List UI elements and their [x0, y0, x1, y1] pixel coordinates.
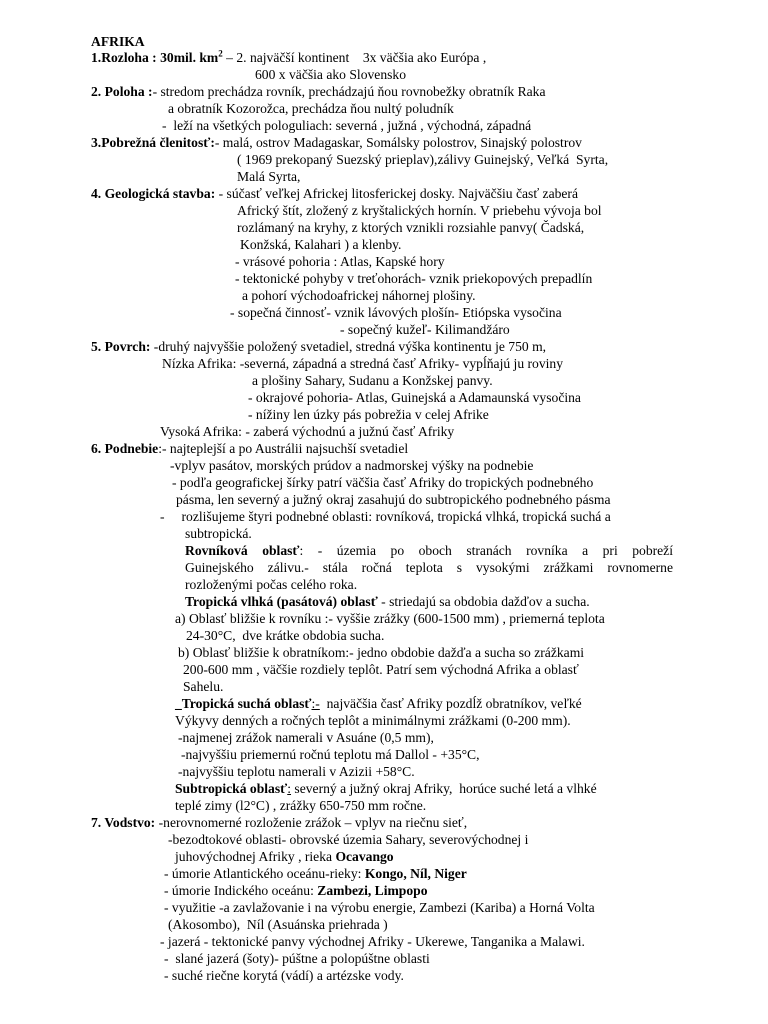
- text-line: - okrajové pohoria- Atlas, Guinejská a Adamaunská vysočina: [248, 390, 581, 405]
- text-line: - tektonické pohyby v treťohorách- vznik priekopových prepadlín: [235, 271, 593, 286]
- text-line: a pohorí východoafrickej náhornej plošiny.: [242, 288, 476, 303]
- text-line: 600 x väčšia ako Slovensko: [255, 67, 407, 82]
- text-line: 2. Poloha :- stredom prechádza rovník, prechádzajú ňou rovnobežky obratník Raka: [91, 84, 546, 99]
- text-line: Vysoká Afrika: - zaberá východnú a južnú časť Afriky: [160, 424, 455, 439]
- text-line: - leží na všetkých pologuliach: severná , južná , východná, západná: [162, 118, 532, 133]
- text-line: a) Oblasť bližšie k rovníku :- vyššie zrážky (600-1500 mm) , priemerná teplota: [175, 611, 605, 626]
- text-line: - podľa geografickej šírky patrí väčšia časť Afriky do tropických podnebného: [172, 475, 594, 490]
- text-line: Nízka Afrika: -severná, západná a stredná časť Afriky- vypĺňajú ju roviny: [162, 356, 564, 371]
- text-line: 5. Povrch: -druhý najvyššie položený svetadiel, stredná výška kontinentu je 750 m,: [91, 339, 547, 354]
- text-line: - úmorie Indického oceánu: Zambezi, Limpopo: [164, 883, 428, 898]
- text-line: -najmenej zrážok namerali v Asuáne (0,5 mm),: [178, 730, 434, 745]
- text-line: Subtropická oblasť: severný a južný okraj Afriky, horúce suché letá a vlhké: [175, 781, 597, 796]
- text-line: Konžská, Kalahari ) a klenby.: [240, 237, 402, 252]
- text-line: - jazerá - tektonické panvy východnej Afriky - Ukerewe, Tanganika a Malawi.: [160, 934, 585, 949]
- text-line: - vrásové pohoria : Atlas, Kapské hory: [235, 254, 445, 269]
- text-line: -bezodtokové oblasti- obrovské územia Sahary, severovýchodnej i: [168, 832, 529, 847]
- text-line: - sopečná činnosť- vznik lávových plošín- Etiópska vysočina: [230, 305, 562, 320]
- text-line: - úmorie Atlantického oceánu-rieky: Kongo, Níl, Niger: [164, 866, 467, 881]
- text-line: -najvyššiu teplotu namerali v Azizii +58°C.: [178, 764, 415, 779]
- text-line: - nížiny len úzky pás pobrežia v celej Afrike: [248, 407, 489, 422]
- text-line: - rozlišujeme štyri podnebné oblasti: rovníková, tropická vlhká, tropická suchá a: [160, 509, 611, 524]
- text-line: -najvyššiu priemernú ročnú teplotu má Dallol - +35°C,: [181, 747, 480, 762]
- text-line: rozlámaný na kryhy, z ktorých vznikli rozsiahle panvy( Čadská,: [237, 220, 585, 235]
- text-line: Guinejského zálivu.- stála ročná teplota s vysokými zrážkami rovnomerne: [185, 560, 673, 575]
- text-line: Sahelu.: [183, 679, 224, 694]
- text-line: 7. Vodstvo: -nerovnomerné rozloženie zrážok – vplyv na riečnu sieť,: [91, 815, 468, 830]
- text-line: a plošiny Sahary, Sudanu a Konžskej panvy.: [252, 373, 493, 388]
- text-line: Africký štít, zložený z kryštalických hornín. V priebehu vývoja bol: [237, 203, 602, 218]
- text-line: - využitie -a zavlažovanie i na výrobu energie, Zambezi (Kariba) a Horná Volta: [164, 900, 595, 915]
- text-line: (Akosombo), Níl (Asuánska priehrada ): [168, 917, 388, 932]
- text-line: juhovýchodnej Afriky , rieka Ocavango: [175, 849, 394, 864]
- text-line: _Tropická suchá oblasť:- najväčšia časť Afriky pozdĺž obratníkov, veľké: [175, 696, 582, 711]
- text-line: 6. Podnebie:- najteplejší a po Austrálii najsuchší svetadiel: [91, 441, 409, 456]
- text-line: 4. Geologická stavba: - súčasť veľkej Africkej litosferickej dosky. Najväčšiu časť zaberá: [91, 186, 578, 201]
- text-line: teplé zimy (l2°C) , zrážky 650-750 mm ročne.: [175, 798, 427, 813]
- text-line: ( 1969 prekopaný Suezský prieplav),zálivy Guinejský, Veľká Syrta,: [237, 152, 609, 167]
- text-line: pásma, len severný a južný okraj zasahujú do subtropického podnebného pásma: [176, 492, 611, 507]
- text-line: - suché riečne korytá (vádí) a artézske vody.: [164, 968, 404, 983]
- text-line: - sopečný kužeľ- Kilimandžáro: [340, 322, 510, 337]
- text-line: Rovníková oblasť: - územia po oboch stranách rovníka a pri pobreží: [185, 543, 673, 558]
- text-line: 1.Rozloha : 30mil. $km^2 - 2$. najväčší kontinent 3x väčšia ako Európa ,: [91, 48, 487, 65]
- text-line: b) Oblasť bližšie k obratníkom:- jedno obdobie dažďa a sucha so zrážkami: [178, 645, 585, 660]
- text-line: 24-30°C, dve krátke obdobia sucha.: [186, 628, 385, 643]
- text-line: subtropická.: [185, 526, 252, 541]
- text-line: AFRIKA: [91, 34, 145, 49]
- text-line: 3.Pobrežná členitosť:- malá, ostrov Madagaskar, Somálsky polostrov, Sinajský polostrov: [91, 135, 582, 150]
- text-line: -vplyv pasátov, morských prúdov a nadmorskej výšky na podnebie: [170, 458, 534, 473]
- text-line: Tropická vlhká (pasátová) oblasť - striedajú sa obdobia dažďov a sucha.: [185, 594, 590, 609]
- text-line: rozloženými počas celého roka.: [185, 577, 358, 592]
- text-line: 200-600 mm , väčšie rozdiely teplôt. Patrí sem východná Afrika a oblasť: [183, 662, 579, 677]
- text-line: Malá Syrta,: [237, 169, 301, 184]
- text-line: Výkyvy denných a ročných teplôt a minimálnymi zrážkami (0-200 mm).: [175, 713, 571, 728]
- text-line: a obratník Kozorožca, prechádza ňou nultý poludník: [168, 101, 454, 116]
- text-line: - slané jazerá (šoty)- púštne a polopúštne oblasti: [164, 951, 430, 966]
